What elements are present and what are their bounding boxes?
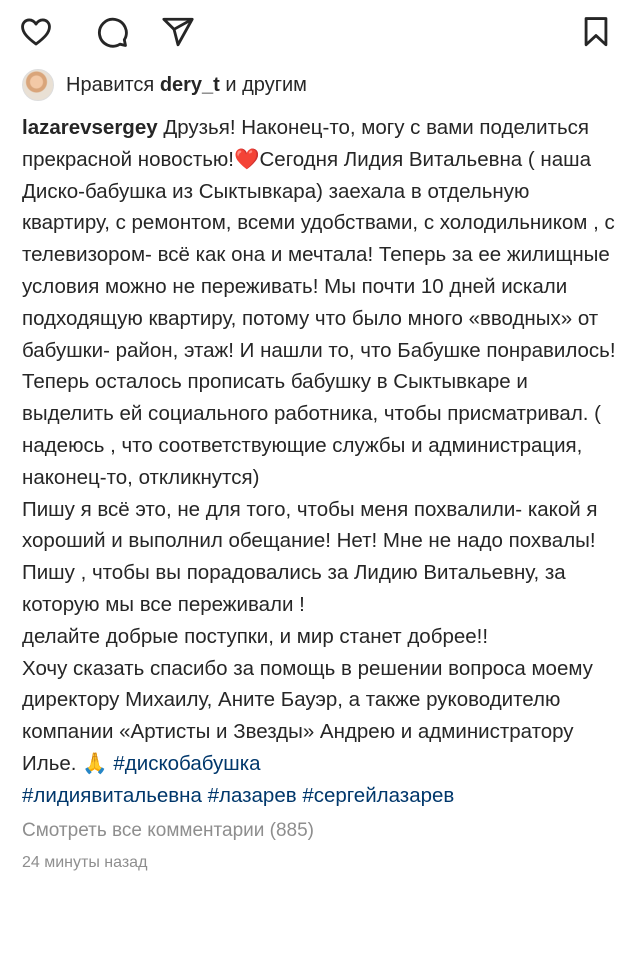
like-button[interactable] <box>16 12 56 52</box>
comment-icon <box>95 15 129 49</box>
caption-text: Друзья! Наконец-то, могу с вами поделиться прекрасной новостью!❤️Сегодня Лидия Витальевна ( наша Диско-бабушка из Сыктывкара) заехала в отдельную квартиру, с ремонтом, всеми удобствами, с холодильником , с телевизором- всё как она и мечтала! Теперь за ее жилищные условия можно не переживать! Мы почти 10 дней искали подходящую квартиру, потому что было много «вводных» от бабушки- район, этаж! И нашли то, что Бабушке понравилось! Теперь осталось прописать бабушку в Сыктывкаре и выделить ей социального работника, чтобы присматривал. ( надеюсь , что соответствующие службы и администрация, наконец-то, откликнутся) Пишу я всё это, не для того, чтобы меня похвалили- какой я хороший и выполнил обещание! Нет! Мне не надо похвалы! Пишу , чтобы вы порадовались за Лидию Витальевну, за которую мы все переживали ! делайте добрые поступки, и мир станет добрее!! Хочу сказать спасибо за помощь в решении вопроса моему директору Михаилу, Аните Бауэр, а также руководителю компании «Артисты и Звезды» Андрею и администратору Илье. 🙏 <box>22 116 616 775</box>
liker-avatar[interactable] <box>22 69 54 101</box>
bookmark-icon <box>579 15 613 49</box>
post-actions-bar <box>0 0 640 68</box>
liker-username[interactable]: dery_t <box>159 73 220 96</box>
hashtag-link[interactable]: #сергейлазарев <box>302 783 455 807</box>
post-timestamp: 24 минуты назад <box>22 853 148 871</box>
likes-text <box>66 74 307 97</box>
share-button[interactable] <box>158 12 198 52</box>
likes-suffix: и другим <box>219 73 307 96</box>
view-all-comments-link[interactable]: Смотреть все комментарии (885) <box>22 819 315 841</box>
share-icon <box>161 15 195 49</box>
likes-row[interactable] <box>0 68 640 102</box>
hashtag-link[interactable]: #лазарев <box>207 783 297 807</box>
post-caption <box>0 102 640 812</box>
likes-prefix: Нравится <box>66 73 160 96</box>
hashtag-link[interactable]: #дискобабушка <box>113 751 261 775</box>
comment-button[interactable] <box>92 12 132 52</box>
heart-icon <box>19 15 53 49</box>
caption-username[interactable]: lazarevsergey <box>22 116 158 139</box>
save-button[interactable] <box>576 12 616 52</box>
hashtag-link[interactable]: #лидиявитальевна <box>22 783 202 807</box>
